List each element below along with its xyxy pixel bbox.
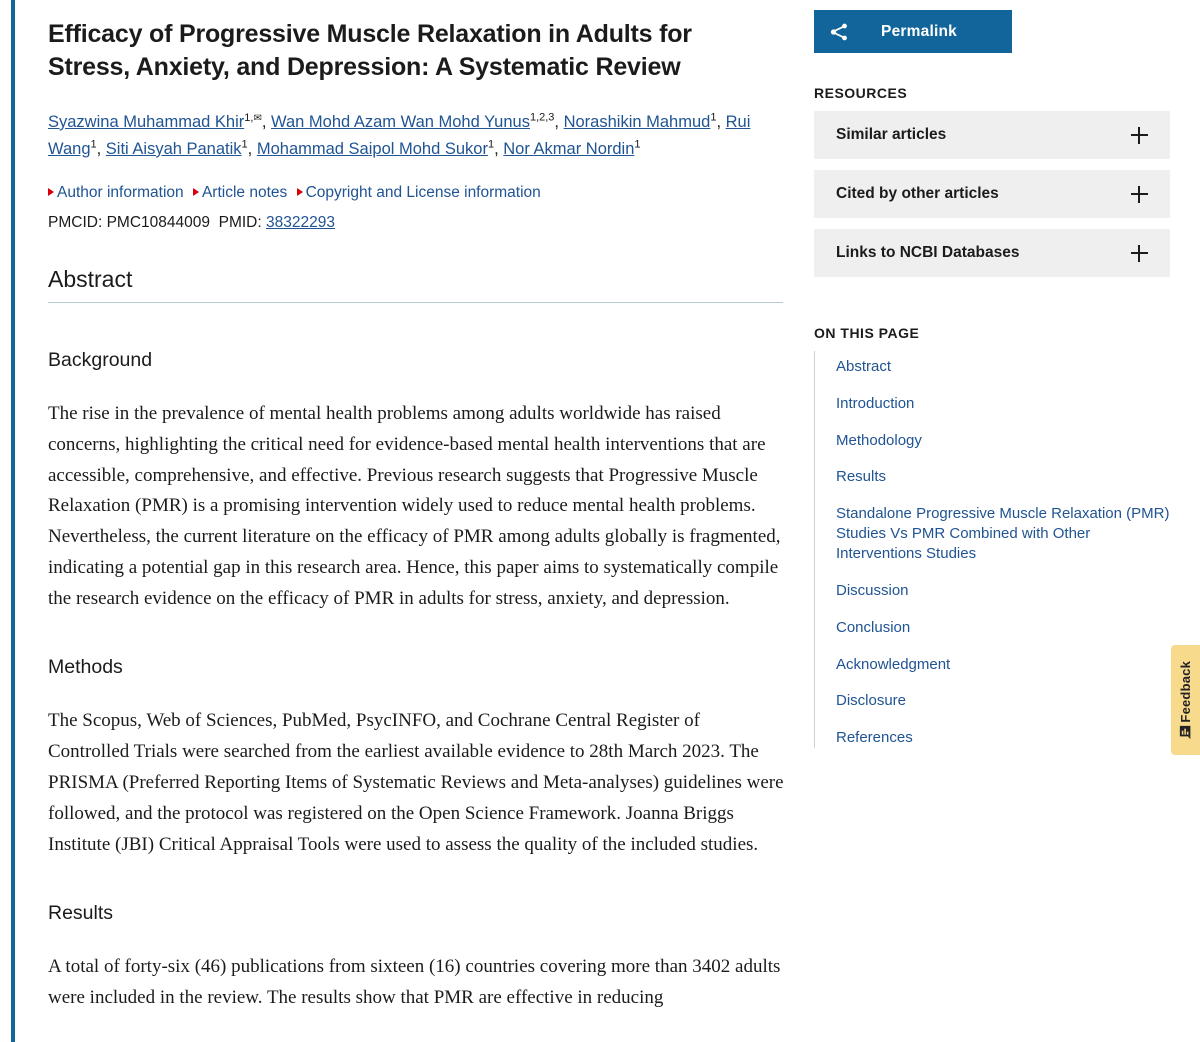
toc-item-introduction[interactable]: Introduction xyxy=(836,394,915,412)
pmid-link[interactable]: 38322293 xyxy=(265,214,335,232)
triangle-right-icon xyxy=(297,188,303,196)
triangle-right-icon xyxy=(48,188,54,196)
article-identifiers xyxy=(48,214,784,232)
author-link[interactable]: Siti Aisyah Panatik xyxy=(105,139,242,158)
author-link[interactable]: Norashikin Mahmud xyxy=(563,113,711,131)
on-this-page-heading: ON THIS PAGE xyxy=(814,325,920,341)
accordion-label: Links to NCBI Databases xyxy=(836,244,1020,261)
accordion-cited-by-other-articles[interactable] xyxy=(814,170,1170,218)
author-information-link[interactable]: Author information xyxy=(48,184,184,201)
page-title: Efficacy of Progressive Muscle Relaxation in Adults for Stress, Anxiety, and Depression: A Systematic Review xyxy=(48,20,692,81)
accordion-links-to-ncbi-databases[interactable] xyxy=(814,229,1170,277)
pmcid-label: PMCID: xyxy=(48,214,103,232)
author-affiliation: 1 xyxy=(90,138,97,151)
triangle-right-icon xyxy=(193,188,199,196)
feedback-chart-icon xyxy=(1179,725,1193,739)
copyright-license-link[interactable]: Copyright and License information xyxy=(297,184,541,201)
article-notes-link[interactable]: Article notes xyxy=(193,184,287,201)
plus-icon[interactable] xyxy=(1131,245,1148,262)
accordion-label: Similar articles xyxy=(836,126,947,143)
accordion-label: Cited by other articles xyxy=(836,185,999,202)
pmcid-value: PMC10844009 xyxy=(106,214,210,232)
author-affiliation: 1 xyxy=(710,111,717,124)
feedback-tab[interactable] xyxy=(1171,645,1200,755)
background-heading: Background xyxy=(48,349,153,372)
results-paragraph: A total of forty-six (46) publications from sixteen (16) countries covering more than 3402 adults were included in the review. The results show that PMR are effective in reducing xyxy=(48,956,781,1009)
background-paragraph: The rise in the prevalence of mental health problems among adults worldwide has raised concerns, highlighting the critical need for evidence-based mental health interventions that are accessible, comprehensive, and effective. Previous research suggests that Progressive Muscle Relaxation (PMR) is a promising intervention widely used to reduce mental health problems. Nevertheless, the current literature on the efficacy of PMR among adults globally is fragmented, indicating a potential gap in this research area. Hence, this paper aims to systematically compile the research evidence on the efficacy of PMR in adults for stress, anxiety, and depression. xyxy=(48,403,781,609)
corresponding-author-icon: ✉ xyxy=(253,112,262,124)
author-affiliation: 1,✉ xyxy=(244,111,262,124)
toc-item-methodology[interactable]: Methodology xyxy=(836,431,922,449)
feedback-label: Feedback xyxy=(1178,660,1193,723)
author-link[interactable]: Rui Wang xyxy=(48,113,751,158)
toc-item-abstract[interactable]: Abstract xyxy=(836,358,892,375)
author-affiliation: 1 xyxy=(241,138,248,151)
methods-heading: Methods xyxy=(48,656,123,679)
author-link[interactable]: Wan Mohd Azam Wan Mohd Yunus xyxy=(271,113,530,131)
author-link[interactable]: Mohammad Saipol Mohd Sukor xyxy=(256,139,488,158)
toc-item-conclusion[interactable]: Conclusion xyxy=(836,618,911,636)
author-affiliation: 1,2,3 xyxy=(529,111,555,124)
share-icon xyxy=(828,21,850,43)
resources-heading: RESOURCES xyxy=(814,85,908,101)
author-link[interactable]: Nor Akmar Nordin xyxy=(503,139,635,158)
author-list: Syazwina Muhammad Khir$^{1,✉}$, Wan Mohd Azam Wan Mohd Yunus$^{1,2,3}$, Norashikin Mahmud$^1$, Rui Wang$^1$, Siti Aisyah Panatik$^1$, Mohammad Saipol Mohd Sukor$^1$, Nor Akmar Nordin$^1$ xyxy=(48,111,751,158)
permalink-label: Permalink xyxy=(881,22,957,40)
toc-item-discussion[interactable]: Discussion xyxy=(836,582,909,599)
article-meta-links xyxy=(48,182,784,204)
sidebar xyxy=(800,0,1200,765)
toc-item-results[interactable]: Results xyxy=(836,468,887,486)
pmid-label: PMID: xyxy=(218,214,262,232)
methods-paragraph: The Scopus, Web of Sciences, PubMed, PsycINFO, and Cochrane Central Register of Controlled Trials were searched from the earliest available evidence to 28th March 2023. The PRISMA (Preferred Reporting Items of Systematic Reviews and Meta-analyses) guidelines were followed, and the protocol was registered on the Open Science Framework. Joanna Briggs Institute (JBI) Critical Appraisal Tools were used to assess the quality of the included studies. xyxy=(48,710,784,855)
plus-icon[interactable] xyxy=(1131,127,1148,144)
toc-item-references[interactable]: References xyxy=(836,729,913,747)
accordion-similar-articles[interactable] xyxy=(814,111,1170,159)
author-affiliation: 1 xyxy=(634,138,641,151)
author-link[interactable]: Syazwina Muhammad Khir xyxy=(48,113,245,131)
toc-item-disclosure[interactable]: Disclosure xyxy=(836,692,907,710)
on-this-page-nav xyxy=(814,351,1170,748)
toc-item-standalone-pmr-studies[interactable]: Standalone Progressive Muscle Relaxation (PMR) Studies Vs PMR Combined with Other Interventions Studies xyxy=(836,505,1170,563)
results-heading: Results xyxy=(48,902,114,925)
plus-icon[interactable] xyxy=(1131,186,1148,203)
permalink-button[interactable] xyxy=(814,10,1012,53)
author-affiliation: 1 xyxy=(487,138,495,151)
toc-item-acknowledgment[interactable]: Acknowledgment xyxy=(836,655,951,673)
abstract-heading: Abstract xyxy=(48,266,783,303)
